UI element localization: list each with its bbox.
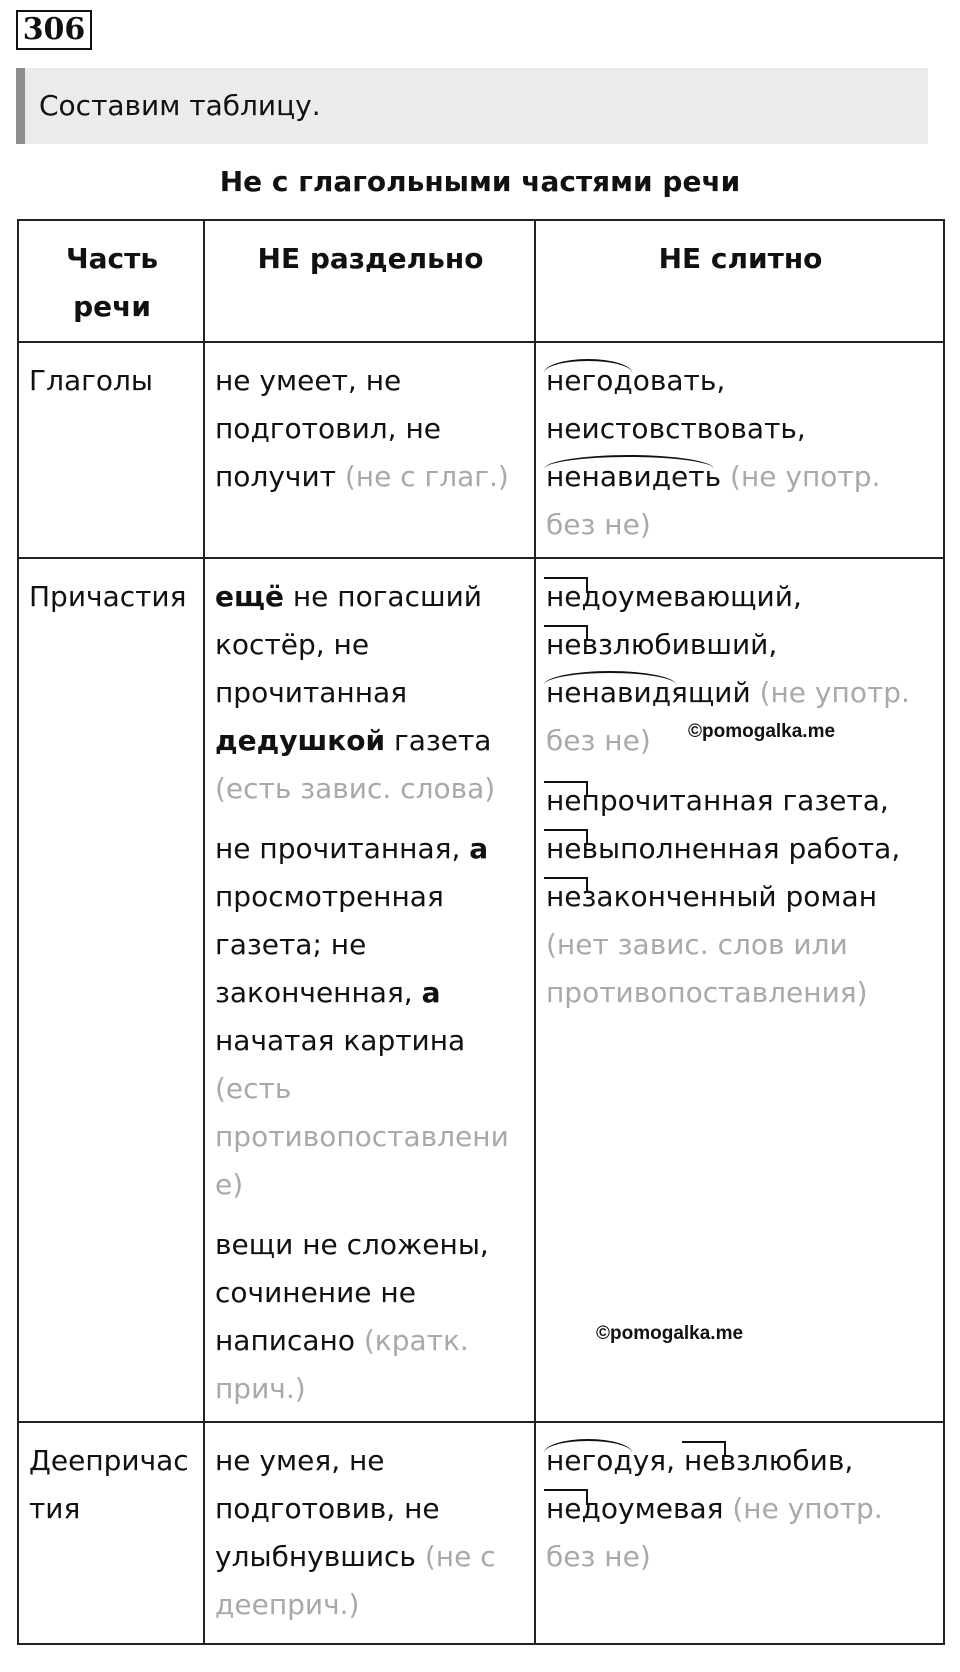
header-part-of-speech: Часть речи xyxy=(18,220,204,342)
cell-joined xyxy=(535,558,944,1422)
root-arc-mark xyxy=(544,455,714,469)
intro-text: Составим таблицу. xyxy=(16,68,928,144)
cell-joined xyxy=(535,342,944,558)
note-text: (есть противопоставлени е) xyxy=(215,1072,509,1201)
root-arc-mark xyxy=(544,671,676,685)
prefix-mark xyxy=(544,1489,588,1505)
morpheme-word: ненавидеть xyxy=(546,453,721,501)
watermark: ©pomogalka.me xyxy=(596,1323,744,1344)
morpheme-word: неистовствовать, xyxy=(546,412,806,445)
morpheme-word: негодовать, xyxy=(546,357,725,405)
morpheme-word: невзлюбивший, xyxy=(546,621,777,669)
example-text: не умеет, не подготовил, не получит xyxy=(215,364,442,493)
morpheme-word: недоумевающий, xyxy=(546,573,802,621)
morpheme-word: ненавидящий xyxy=(546,669,751,717)
cell-label: Деепричастия xyxy=(18,1422,204,1644)
prefix-mark xyxy=(544,829,588,845)
morpheme-word: невзлюбив, xyxy=(684,1437,853,1485)
row-participles xyxy=(18,558,944,1422)
table-title: Не с глагольными частями речи xyxy=(219,165,741,198)
cell-label: Глаголы xyxy=(18,342,204,558)
cell-separate xyxy=(204,342,535,558)
prefix-mark xyxy=(682,1441,726,1457)
note-text: (не с глаг.) xyxy=(344,460,509,493)
morpheme-word: негодуя, xyxy=(546,1437,675,1485)
cell-separate: ещё не погасший костёр, не прочитанная дедушкой газета (есть завис. слова) не прочитанная, а просмотренная газета; не законченная, а начатая картина (есть противопоставлени е) вещи не сложены, сочинение не написано (кратк. прич.) xyxy=(204,558,535,1422)
prefix-mark xyxy=(544,781,588,797)
example-text: не умея, не подготовив, не улыбнувшись xyxy=(215,1444,440,1573)
note-text: (не употр. без не) xyxy=(546,1492,883,1573)
row-gerunds xyxy=(18,1422,944,1644)
header-separate: НЕ раздельно xyxy=(204,220,535,342)
root-arc-mark xyxy=(544,359,632,373)
morpheme-word: непрочитанная газета, xyxy=(546,777,889,825)
note-text: (кратк. прич.) xyxy=(215,1324,469,1405)
cell-separate xyxy=(204,1422,535,1644)
root-arc-mark xyxy=(544,1439,632,1453)
prefix-mark xyxy=(544,577,588,593)
note-text: (не с дееприч.) xyxy=(215,1540,496,1621)
note-text: (нет завис. слов или противопоставления) xyxy=(546,928,868,1009)
note-text: (не употр. без не) xyxy=(546,676,910,757)
header-joined: НЕ слитно xyxy=(535,220,944,342)
note-text: (не употр. без не) xyxy=(546,460,881,541)
prefix-mark xyxy=(544,625,588,641)
task-number: 306 xyxy=(16,10,92,50)
morpheme-word: недоумевая xyxy=(546,1485,723,1533)
rules-table xyxy=(17,219,945,1645)
morpheme-word: невыполненная работа, xyxy=(546,825,900,873)
prefix-mark xyxy=(544,877,588,893)
morpheme-word: незаконченный роман xyxy=(546,873,877,921)
header-row xyxy=(18,220,944,342)
cell-label: Причастия xyxy=(18,558,204,1422)
watermark: ©pomogalka.me xyxy=(688,721,836,742)
row-verbs xyxy=(18,342,944,558)
note-text: (есть завис. слова) xyxy=(215,772,496,805)
cell-joined xyxy=(535,1422,944,1644)
